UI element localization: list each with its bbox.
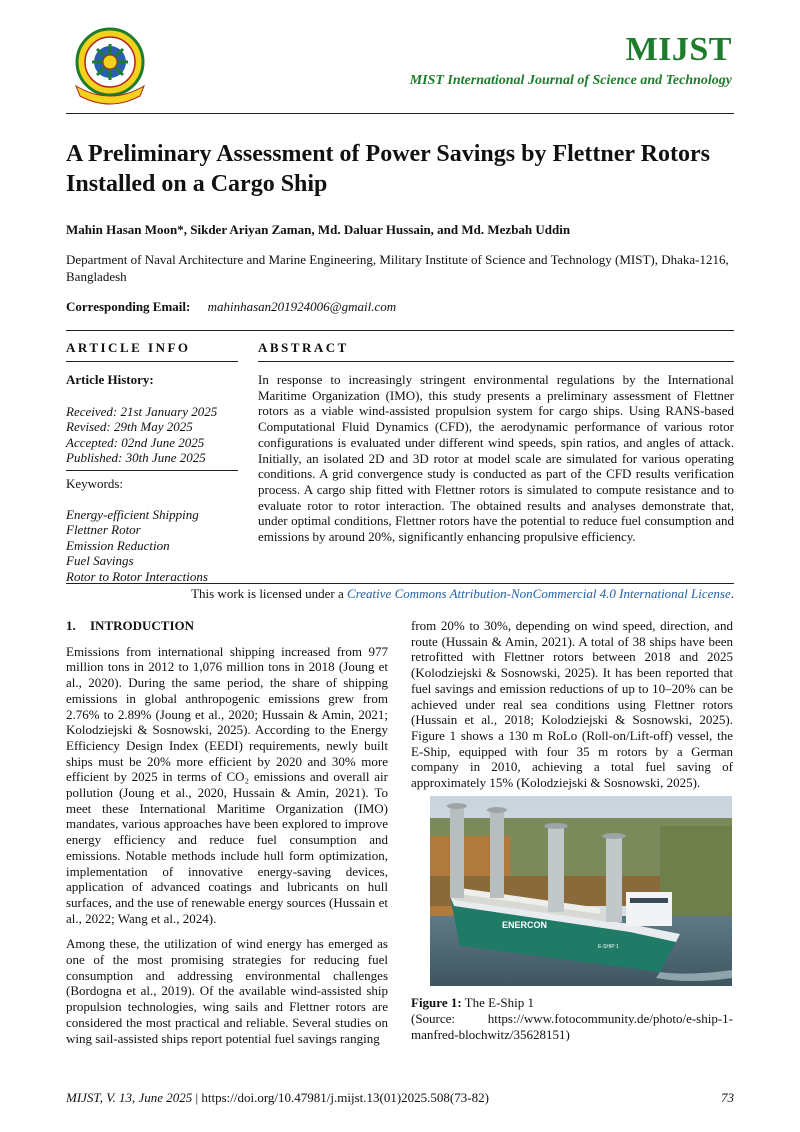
license-link[interactable]: Creative Commons Attribution-NonCommercial 4.0 International License (347, 586, 731, 601)
ship-hull-lettering: ENERCON (502, 920, 548, 930)
published-date: Published: 30th June 2025 (66, 450, 206, 465)
author-list: Mahin Hasan Moon*, Sikder Ariyan Zaman, Md. Daluar Hussain, and Md. Mezbah Uddin (66, 222, 571, 237)
ship-name-lettering: E-SHIP 1 (598, 944, 619, 950)
top-section-divider (66, 330, 734, 331)
article-history-label: Article History: (66, 372, 154, 387)
page-number: 73 (721, 1090, 734, 1105)
keywords-rule (66, 470, 238, 471)
intro-paragraph-3: from 20% to 30%, depending on wind speed, direction, and route (Hussain & Amin, 2021). A total of 38 ships have been retrofitted with Flettner rotors between 2018 and 2025 (Kolodziejski & Sosnowski, 2025). It has been reported that fuel savings and emission reductions of up to 10–20% can be achieved under real sea conditions using Flettner rotors (Hussain et al., 2018; Kolodziejski & Sosnowski, 2025). Figure 1 shows a 130 m RoLo (Roll-on/Lift-off) vessel, the E-Ship, equipped with four 35 m rotors by a German company in 2010, achieving a total fuel saving of approximately 15% (Kolodziejski & Sosnowski, 2025). (411, 618, 733, 791)
article-info-rule (66, 361, 238, 362)
intro-paragraph-2: Among these, the utilization of wind energy has emerged as one of the most promising strategies for reducing fuel consumption and addressing environmental challenges (Bordogna et al., 2019). Of the available wind-assisted ship propulsion technologies, wing sails and Flettner rotors are considered the most practical and reliable. Several studies on wing sail-assisted ships report potential fuel savings ranging (66, 936, 388, 1046)
body-right-column (411, 618, 733, 801)
figure-title: The E-Ship 1 (461, 995, 535, 1010)
journal-abbreviation: MIJST (625, 31, 732, 68)
accepted-date: Accepted: 02nd June 2025 (66, 434, 205, 450)
figure-caption (411, 995, 733, 1043)
article-info-heading: ARTICLE INFO (66, 340, 191, 355)
footer-journal: MIJST, V. 13, June 2025 (66, 1090, 193, 1105)
section-number: 1. (66, 618, 76, 633)
figure-source: (Source: https://www.fotocommunity.de/photo/e-ship-1-manfred-blochwitz/35628151) (411, 1011, 733, 1042)
keyword-item: Fuel Savings (66, 553, 134, 568)
page-footer (66, 1090, 734, 1106)
corresponding-email-line (66, 299, 396, 315)
abstract-bottom-divider (66, 583, 734, 584)
keyword-item: Rotor to Rotor Interactions (66, 568, 208, 584)
keywords-label: Keywords: (66, 476, 124, 491)
received-date: Received: 21st January 2025 (66, 403, 218, 419)
figure-e-ship-photo (430, 796, 732, 986)
abstract-heading: ABSTRACT (258, 340, 349, 355)
journal-full-name: MIST International Journal of Science and Technology (409, 73, 732, 88)
header-divider (66, 113, 734, 114)
revised-date: Revised: 29th May 2025 (66, 419, 193, 434)
keyword-item: Flettner Rotor (66, 522, 141, 537)
keyword-item: Energy-efficient Shipping (66, 506, 199, 522)
intro-paragraph-1: Emissions from international shipping increased from 977 million tons in 2012 to 1,076 million tons in 2018 (Joung et al., 2020). During the same period, the share of shipping emissions in global anthropogenic emissions grew from 2.76% to 2.89% (Joung et al., 2020; Hussain & Amin, 2021; Kolodziejski & Sosnowski, 2025). According to the Energy Efficiency Design Index (EEDI) requirements, newly built ships must be 20% more efficient by 2020 and 30% more efficient by 2025 in terms of CO₂ emissions and overall air pollution (Joung et al., 2020, Hussain & Amin, 2021). To meet these International Maritime Organization (IMO) mandates, various approaches have been explored to improve energy efficiency and reduce fuel consumption and emissions. Notable methods include hull form optimization, implementation of innovative energy-saving devices, application of advanced coatings and lubricants on hull surfaces, and the use of renewable energy sources (Hussain et al., 2022; Wang et al., 2024). (66, 643, 388, 926)
keyword-item: Emission Reduction (66, 537, 170, 553)
corresponding-email-label: Corresponding Email: (66, 299, 191, 314)
abstract-rule (258, 361, 734, 362)
journal-logo (66, 26, 154, 106)
section-heading-introduction (66, 618, 388, 634)
license-line (66, 586, 734, 602)
footer-doi[interactable]: | https://doi.org/10.47981/j.mijst.13(01)2025.508(73-82) (192, 1090, 489, 1105)
keywords-block (66, 476, 238, 584)
license-suffix: . (730, 586, 734, 601)
affiliation: Department of Naval Architecture and Marine Engineering, Military Institute of Science and Technology (MIST), Dhaka-1216, Bangladesh (66, 252, 729, 284)
corresponding-email[interactable]: mahinhasan201924006@gmail.com (207, 299, 397, 314)
body-left-column (66, 618, 388, 1056)
abstract-text: In response to increasingly stringent environmental regulations by the International Maritime Organization (IMO), this study presents a preliminary assessment of Flettner rotors as a viable wind-assisted propulsion system for cargo ships. Using RANS-based Computational Fluid Dynamics (CFD), the aerodynamic performance of various rotor configurations is evaluated under different wind speeds, spin ratios, and angles of attack. Initially, an isolated 2D and 3D rotor at model scale are simulated for various operating conditions. A grid convergence study is conducted as part of the CFD results verification process. A cargo ship fitted with Flettner rotors is simulated to compute resistance and to evaluate rotor to rotor interaction. The obtained results and analyses demonstrate that, under optimal conditions, Flettner rotors have the potential to reduce fuel consumption and emissions by around 20%, significantly enhancing propulsive efficiency. (258, 372, 734, 545)
paper-title: A Preliminary Assessment of Power Savings by Flettner Rotors Installed on a Cargo Ship (66, 141, 710, 197)
figure-label: Figure 1: (411, 995, 462, 1010)
license-prefix: This work is licensed under a (191, 586, 348, 601)
journal-brand (410, 32, 732, 90)
section-title: INTRODUCTION (90, 618, 195, 633)
article-history (66, 372, 238, 466)
